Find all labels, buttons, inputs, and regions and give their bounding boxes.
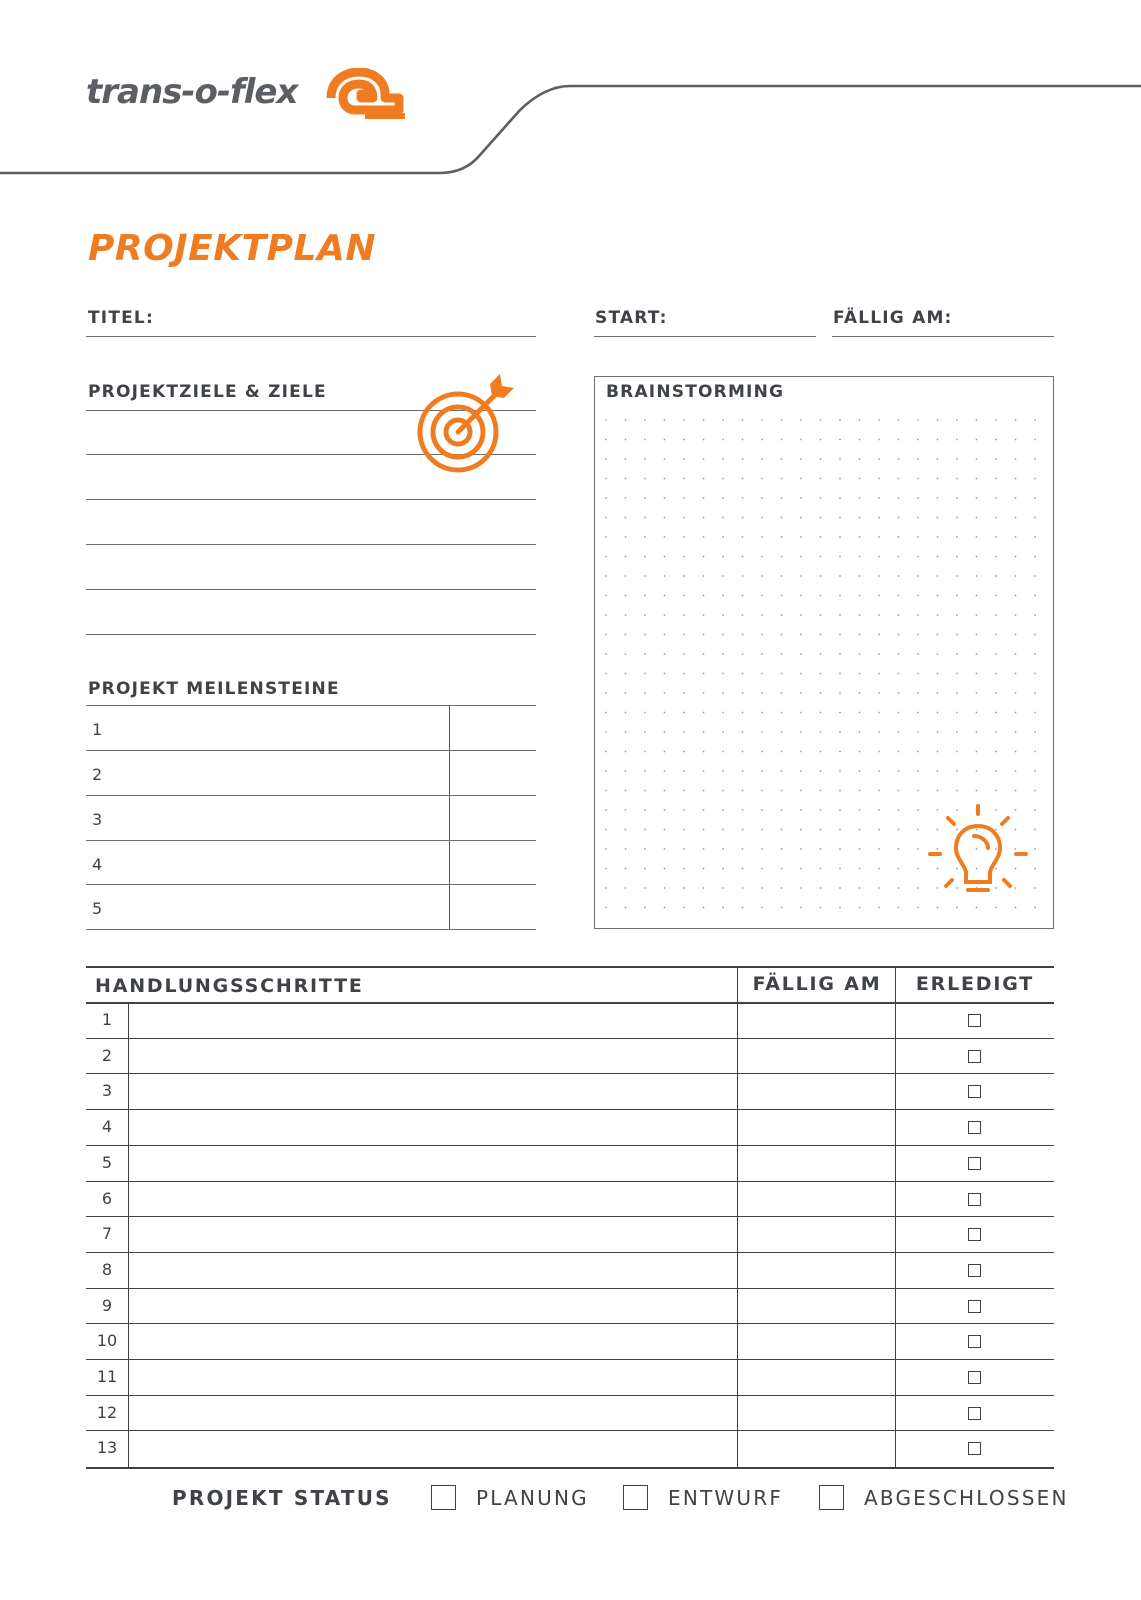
step-done-checkbox[interactable] (968, 1371, 981, 1384)
goals-line-5[interactable] (86, 589, 536, 590)
lightbulb-icon (926, 802, 1030, 906)
step-number: 1 (101, 1010, 113, 1029)
step-number: 4 (101, 1117, 113, 1137)
step-number: 8 (101, 1259, 113, 1279)
step-number: 5 (101, 1152, 113, 1172)
goals-line-6[interactable] (86, 634, 536, 635)
steps-header-due: FÄLLIG AM (752, 973, 882, 995)
goals-line-3[interactable] (86, 499, 536, 500)
step-done-checkbox[interactable] (968, 1157, 981, 1170)
status-option-planung: PLANUNG (476, 1486, 589, 1510)
step-number: 10 (96, 1331, 118, 1351)
milestone-number: 4 (92, 855, 103, 874)
brand-logo-icon (325, 68, 407, 122)
step-row-divider (86, 1395, 1054, 1396)
step-row-divider (86, 1359, 1054, 1360)
titel-label: TITEL: (88, 308, 154, 328)
step-done-checkbox[interactable] (968, 1335, 981, 1348)
faellig-field[interactable] (832, 336, 1054, 337)
step-row-divider (86, 1430, 1054, 1431)
milestone-number: 3 (92, 810, 103, 829)
step-number: 2 (101, 1045, 113, 1065)
milestone-number: 2 (92, 765, 103, 784)
status-label: PROJEKT STATUS (172, 1486, 392, 1510)
brand-logo-text: trans-o-flex (86, 72, 298, 112)
step-row-divider (86, 1145, 1054, 1146)
step-done-checkbox[interactable] (968, 1050, 981, 1063)
step-number: 3 (101, 1081, 113, 1101)
start-label: START: (595, 308, 668, 328)
milestone-number: 5 (92, 899, 103, 918)
page-title: PROJEKTPLAN (88, 228, 376, 269)
milestone-line-top (86, 705, 536, 706)
target-icon (412, 374, 518, 474)
steps-header-done: ERLEDIGT (915, 973, 1035, 995)
step-number: 11 (96, 1367, 118, 1386)
status-option-abgeschlossen: ABGESCHLOSSEN (864, 1486, 1069, 1510)
brainstorming-label: BRAINSTORMING (606, 382, 785, 402)
step-number: 12 (96, 1402, 118, 1422)
step-number: 7 (101, 1224, 113, 1244)
status-checkbox-abgeschlossen[interactable] (819, 1485, 844, 1510)
step-done-checkbox[interactable] (968, 1121, 981, 1134)
step-row-divider (86, 1073, 1054, 1074)
steps-header-action: HANDLUNGSSCHRITTE (95, 975, 364, 997)
step-row-divider (86, 1109, 1054, 1110)
step-row-divider (86, 1323, 1054, 1324)
step-number: 6 (101, 1188, 113, 1208)
step-done-checkbox[interactable] (968, 1014, 981, 1027)
milestones-label: PROJEKT MEILENSTEINE (88, 679, 340, 699)
step-done-checkbox[interactable] (968, 1264, 981, 1277)
milestone-column-divider (449, 705, 450, 929)
step-done-checkbox[interactable] (968, 1442, 981, 1455)
step-row-divider (86, 1288, 1054, 1289)
status-checkbox-entwurf[interactable] (623, 1485, 648, 1510)
titel-field[interactable] (86, 336, 536, 337)
goals-line-4[interactable] (86, 544, 536, 545)
step-row-divider (86, 1216, 1054, 1217)
step-row-divider (86, 1181, 1054, 1182)
start-field[interactable] (594, 336, 816, 337)
step-row-divider (86, 1252, 1054, 1253)
faellig-label: FÄLLIG AM: (833, 308, 953, 328)
status-option-entwurf: ENTWURF (668, 1486, 784, 1510)
goals-label: PROJEKTZIELE & ZIELE (88, 382, 327, 402)
step-number: 13 (96, 1438, 118, 1458)
status-checkbox-planung[interactable] (431, 1485, 456, 1510)
milestone-number: 1 (92, 720, 103, 739)
step-done-checkbox[interactable] (968, 1228, 981, 1241)
step-done-checkbox[interactable] (968, 1300, 981, 1313)
step-row-divider (86, 1038, 1054, 1039)
step-done-checkbox[interactable] (968, 1085, 981, 1098)
step-done-checkbox[interactable] (968, 1407, 981, 1420)
step-done-checkbox[interactable] (968, 1193, 981, 1206)
step-number: 9 (101, 1295, 113, 1315)
